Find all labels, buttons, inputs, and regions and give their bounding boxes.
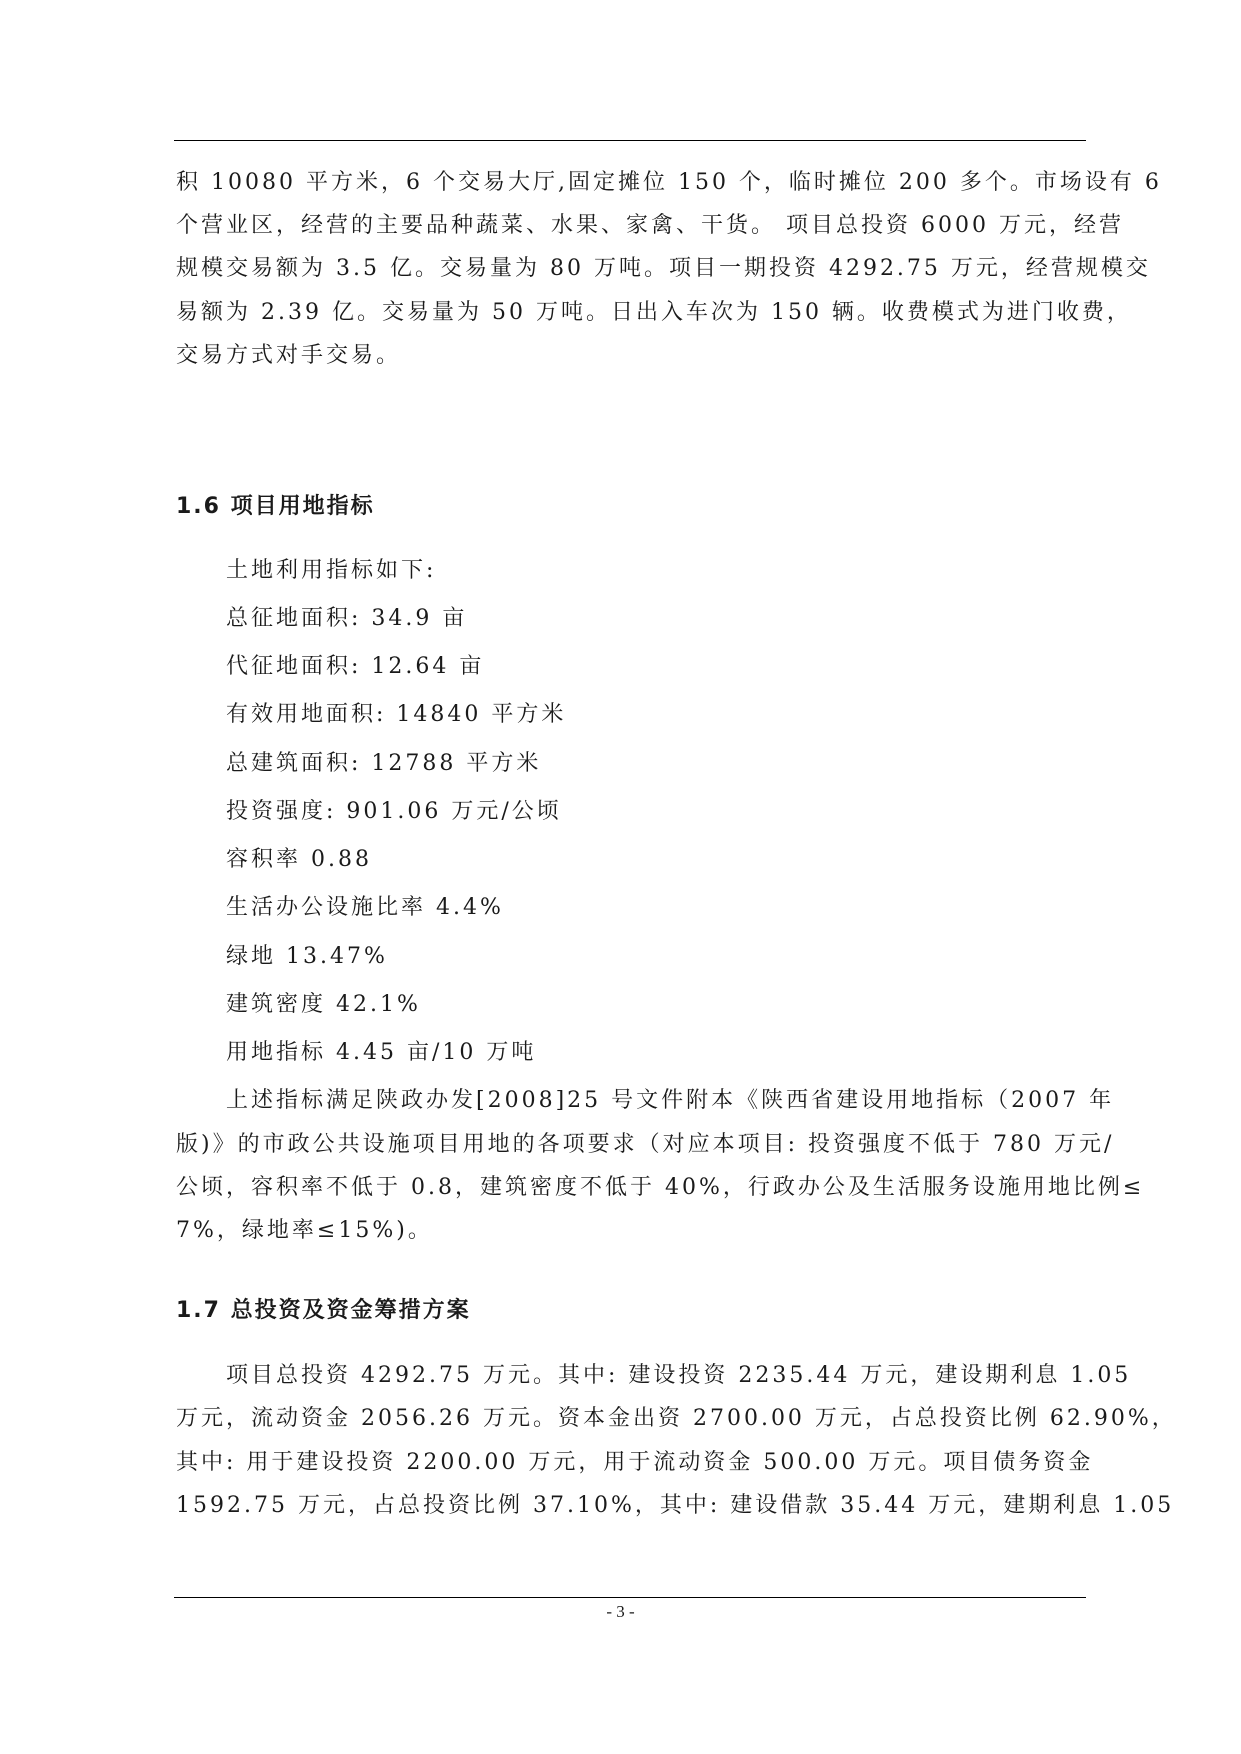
intro-line-3: 规模交易额为 3.5 亿。交易量为 80 万吨。项目一期投资 4292.75 万元，经营规模交	[176, 256, 1151, 281]
section-1-6-para-line-1: 上述指标满足陕政办发[2008]25 号文件附本《陕西省建设用地指标（2007 年	[226, 1088, 1115, 1113]
land-index-item: 总建筑面积: 12788 平方米	[226, 751, 542, 776]
land-index-item: 生活办公设施比率 4.4%	[226, 895, 504, 920]
section-1-7-para-line-2: 万元，流动资金 2056.26 万元。资本金出资 2700.00 万元，占总投资比例 62.90%，	[176, 1406, 1177, 1431]
land-index-item: 容积率 0.88	[226, 847, 372, 872]
intro-line-2: 个营业区，经营的主要品种蔬菜、水果、家禽、干货。 项目总投资 6000 万元，经营	[176, 213, 1124, 238]
land-index-item: 投资强度: 901.06 万元/公顷	[226, 799, 562, 824]
section-1-6-para-line-3: 公顷，容积率不低于 0.8，建筑密度不低于 40%，行政办公及生活服务设施用地比例≤	[176, 1175, 1145, 1200]
land-index-intro: 土地利用指标如下:	[226, 558, 437, 583]
section-1-7-para-line-1: 项目总投资 4292.75 万元。其中: 建设投资 2235.44 万元，建设期利息 1.05	[226, 1363, 1132, 1388]
section-1-7-para-line-4: 1592.75 万元，占总投资比例 37.10%，其中: 建设借款 35.44 万元，建期利息 1.05	[176, 1493, 1175, 1518]
section-1-7-para-line-3: 其中: 用于建设投资 2200.00 万元，用于流动资金 500.00 万元。项目债务资金	[176, 1450, 1094, 1475]
land-index-item: 用地指标 4.45 亩/10 万吨	[226, 1040, 537, 1065]
section-1-6-para-line-2: 版)》的市政公共设施项目用地的各项要求（对应本项目: 投资强度不低于 780 万元/	[176, 1132, 1115, 1157]
header-rule	[174, 140, 1086, 141]
land-index-item: 总征地面积: 34.9 亩	[226, 606, 468, 631]
page-number: - 3 -	[606, 1602, 635, 1621]
intro-line-5: 交易方式对手交易。	[176, 343, 402, 368]
land-index-item: 代征地面积: 12.64 亩	[226, 654, 485, 679]
land-index-item: 绿地 13.47%	[226, 944, 388, 969]
section-1-7-heading: 1.7 总投资及资金筹措方案	[176, 1298, 471, 1323]
footer-rule	[174, 1597, 1086, 1598]
section-1-6-para-line-4: 7%，绿地率≤15%)。	[176, 1218, 433, 1243]
section-1-6-heading: 1.6 项目用地指标	[176, 494, 375, 519]
land-index-item: 有效用地面积: 14840 平方米	[226, 702, 567, 727]
intro-line-1: 积 10080 平方米，6 个交易大厅,固定摊位 150 个，临时摊位 200 多个。市场设有 6	[176, 170, 1162, 195]
intro-line-4: 易额为 2.39 亿。交易量为 50 万吨。日出入车次为 150 辆。收费模式为进门收费，	[176, 300, 1132, 325]
land-index-item: 建筑密度 42.1%	[226, 992, 421, 1017]
